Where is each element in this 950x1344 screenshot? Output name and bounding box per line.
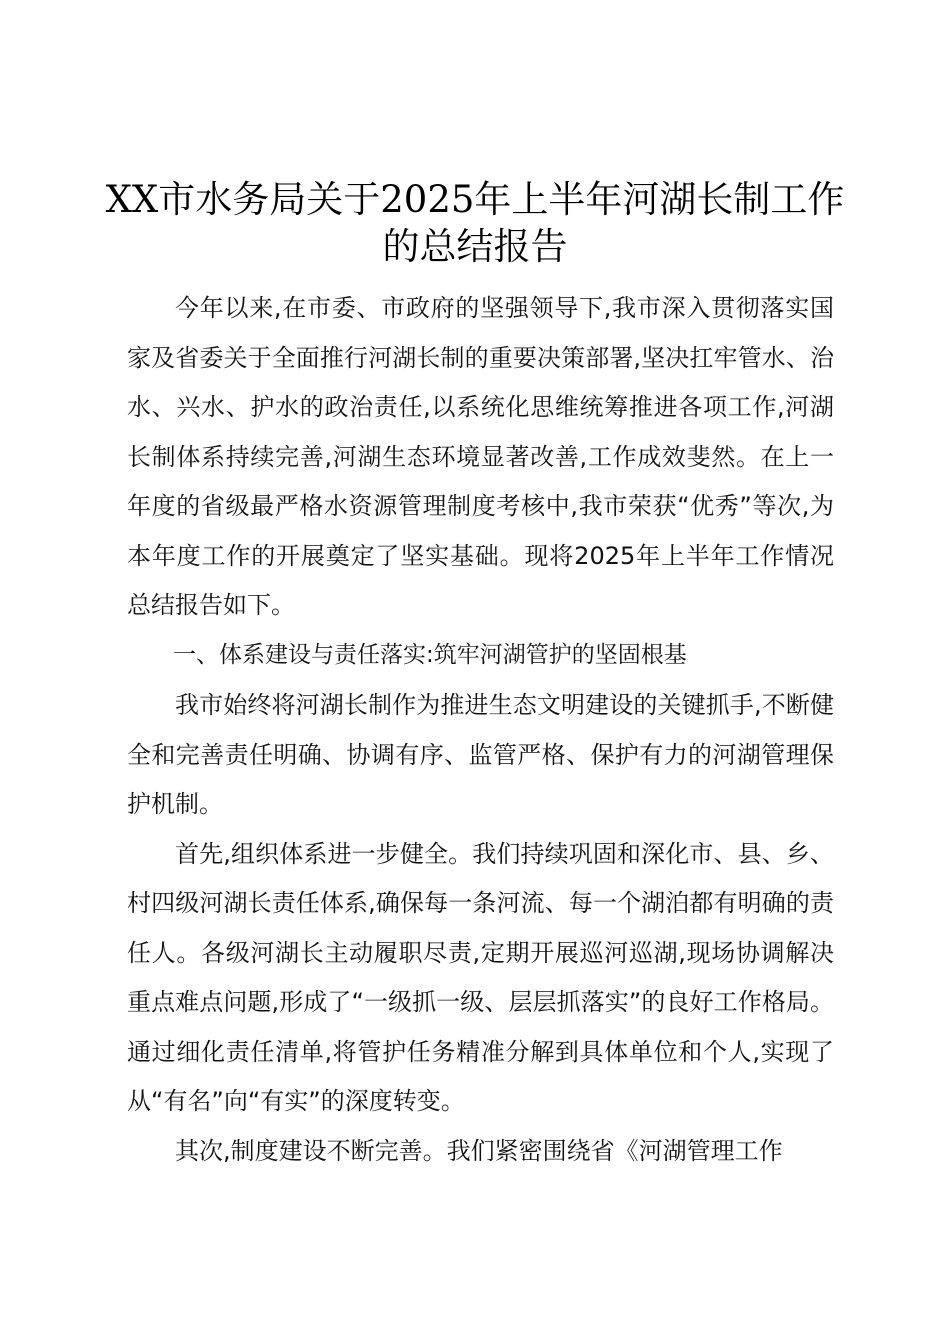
section-heading: 一、体系建设与责任落实:筑牢河湖管护的坚固根基 <box>173 641 687 668</box>
intro-paragraph: 今年以来,在市委、市政府的坚强领导下,我市深入贯彻落实国家及省委关于全面推行河湖长制的重要决策部署,坚决扛牢管水、治水、兴水、护水的政治责任,以系统化思维统筹推进各项工作,河湖长制体系持续完善,河湖生态环境显著改善,工作成效斐然。在上一年度的省级最严格水资源管理制度考核中,我市荣获“优秀”等次,为本年度工作的开展奠定了坚实基础。现将2025年上半年工作情况总结报告如下。 <box>127 294 834 619</box>
system-paragraph: 其次,制度建设不断完善。我们紧密围绕省《河湖管理工作 <box>175 1136 783 1165</box>
document-title: XX市水务局关于2025年上半年河湖长制工作的总结报告 <box>105 178 845 268</box>
section-intro-paragraph: 我市始终将河湖长制作为推进生态文明建设的关键抓手,不断健全和完善责任明确、协调有序、监管严格、保护有力的河湖管理保护机制。 <box>127 691 834 818</box>
document-body <box>127 284 834 1176</box>
organization-paragraph: 首先,组织体系进一步健全。我们持续巩固和深化市、县、乡、村四级河湖长责任体系,确保每一条河流、每一个湖泊都有明确的责任人。各级河湖长主动履职尽责,定期开展巡河巡湖,现场协调解决重点难点问题,形成了“一级抓一级、层层抓落实”的良好工作格局。通过细化责任清单,将管护任务精准分解到具体单位和个人,实现了从“有名”向“有实”的深度转变。 <box>127 839 834 1115</box>
